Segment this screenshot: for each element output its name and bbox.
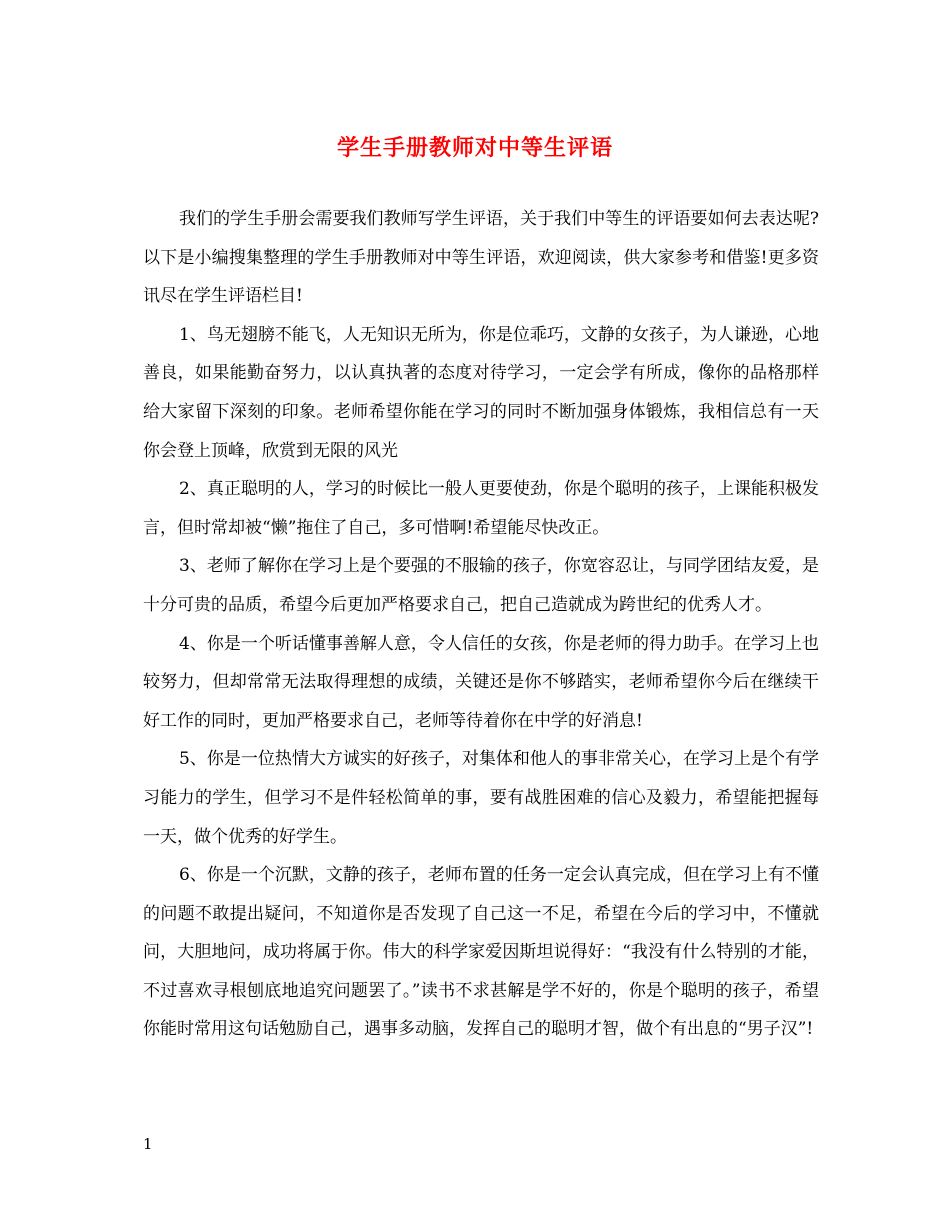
comment-paragraph-2: 2、真正聪明的人，学习的时候比一般人更要使劲，你是个聪明的孩子，上课能积极发言，但时常却被“懒”拖住了自己，多可惜啊!希望能尽快改正。 (143, 479, 819, 538)
comment-paragraph-4: 4、你是一个听话懂事善解人意，令人信任的女孩，你是老师的得力助手。在学习上也较努力，但却常常无法取得理想的成绩，关键还是你不够踏实，老师希望你今后在继续干好工作的同时，更加严格要求自己，老师等待着你在中学的好消息! (143, 633, 819, 731)
page-number: 1 (143, 1135, 153, 1153)
document-title: 学生手册教师对中等生评语 (336, 135, 613, 161)
intro-paragraph: 我们的学生手册会需要我们教师写学生评语，关于我们中等生的评语要如何去表达呢?以下是小编搜集整理的学生手册教师对中等生评语，欢迎阅读，供大家参考和借鉴!更多资讯尽在学生评语栏目! (143, 209, 819, 307)
comment-paragraph-1: 1、鸟无翅膀不能飞，人无知识无所为，你是位乖巧，文静的女孩子，为人谦逊，心地善良，如果能勤奋努力，以认真执著的态度对待学习，一定会学有所成，像你的品格那样给大家留下深刻的印象。老师希望你能在学习的同时不断加强身体锻炼，我相信总有一天你会登上顶峰，欣赏到无限的风光 (143, 324, 819, 461)
comment-paragraph-3: 3、老师了解你在学习上是个要强的不服输的孩子，你宽容忍让，与同学团结友爱，是十分可贵的品质，希望今后更加严格要求自己，把自己造就成为跨世纪的优秀人才。 (143, 556, 819, 615)
comment-paragraph-5: 5、你是一位热情大方诚实的好孩子，对集体和他人的事非常关心，在学习上是个有学习能力的学生，但学习不是件轻松简单的事，要有战胜困难的信心及毅力，希望能把握每一天，做个优秀的好学生。 (143, 749, 819, 847)
document-body (143, 200, 819, 1049)
comment-paragraph-6: 6、你是一个沉默，文静的孩子，老师布置的任务一定会认真完成，但在学习上有不懂的问题不敢提出疑问，不知道你是否发现了自己这一不足，希望在今后的学习中，不懂就问，大胆地问，成功将属于你。伟大的科学家爱因斯坦说得好：“我没有什么特别的才能，不过喜欢寻根刨底地追究问题罢了。”读书不求甚解是学不好的，你是个聪明的孩子，希望你能时常用这句话勉励自己，遇事多动脑，发挥自己的聪明才智，做个有出息的“男子汉”! (143, 865, 819, 1040)
